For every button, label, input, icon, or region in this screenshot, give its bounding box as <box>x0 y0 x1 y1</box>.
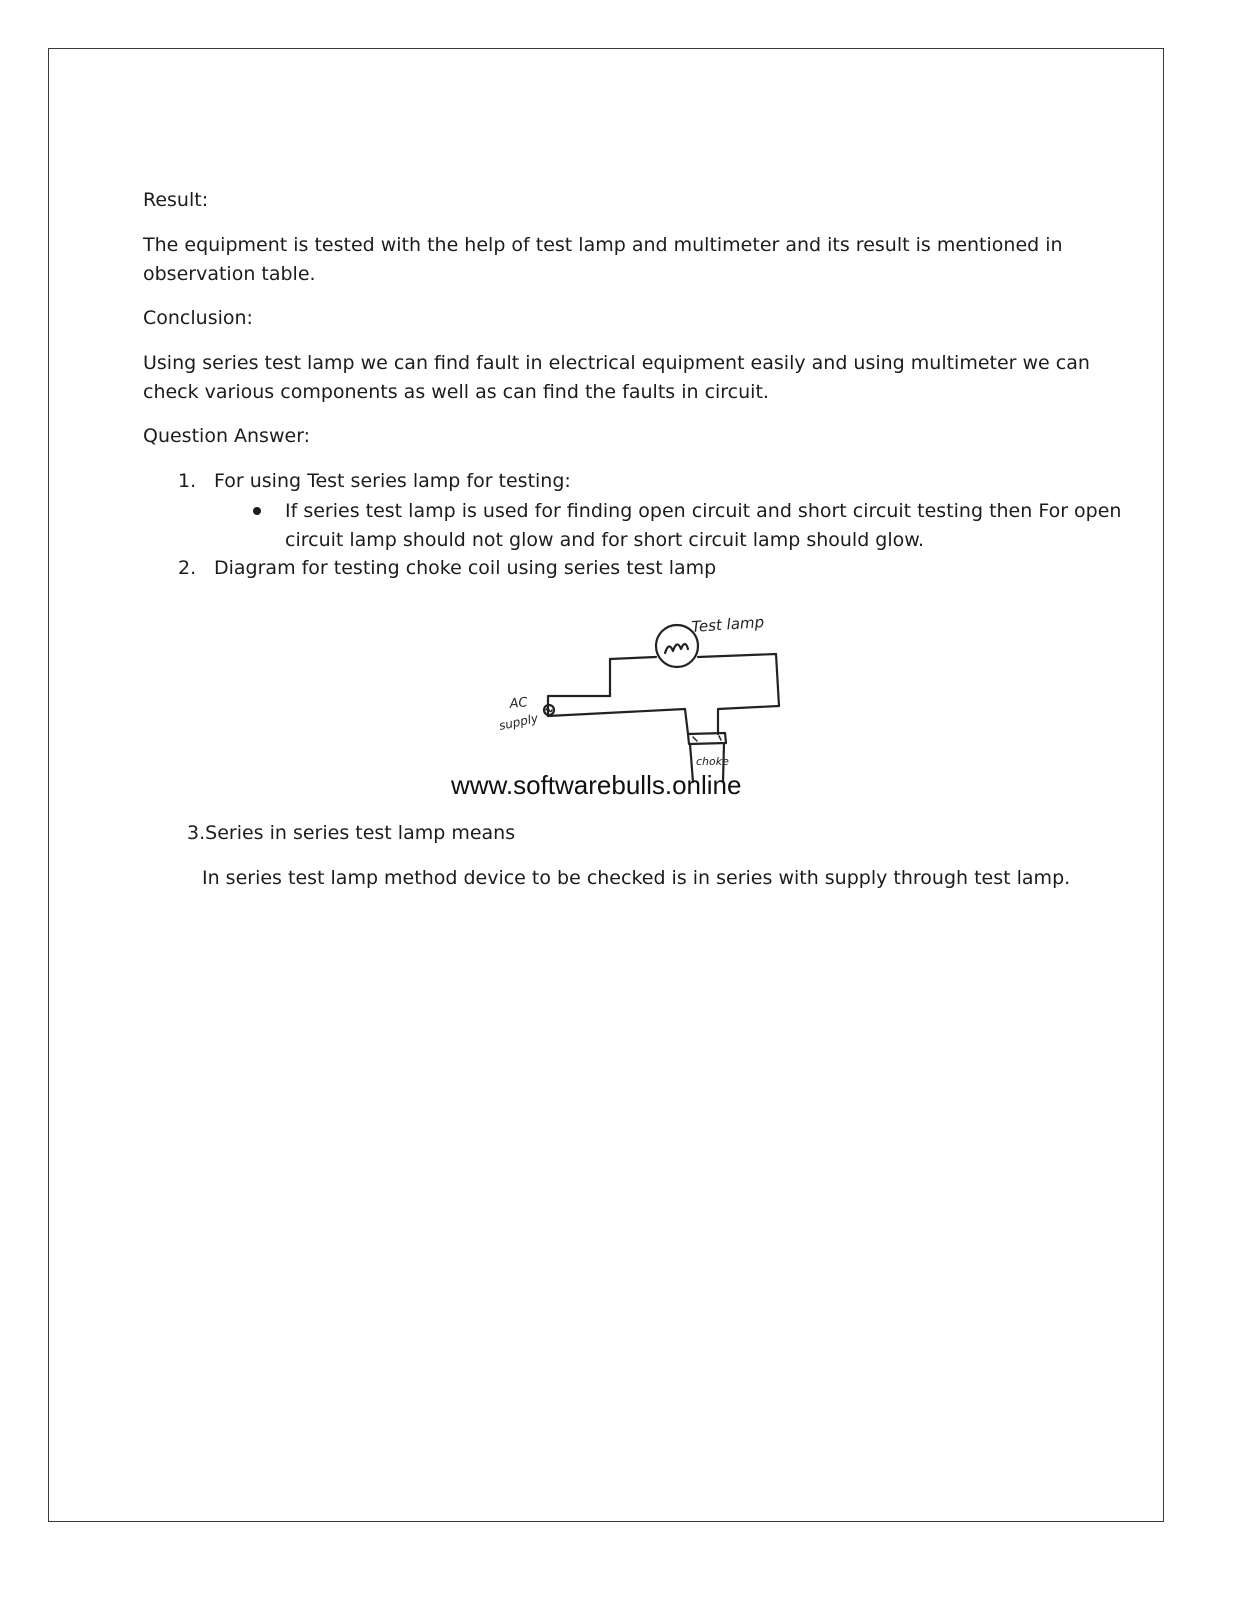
supply-label-line-1: AC <box>508 695 529 712</box>
lamp-label: Test lamp <box>691 612 765 636</box>
list-item-2-text: Diagram for testing choke coil using series test lamp <box>214 557 717 579</box>
watermark: www.softwarebulls.online <box>451 770 742 800</box>
supply-label-line-2: supply <box>497 711 540 733</box>
bullet-text-line-2: circuit lamp should not glow and for short circuit lamp should glow. <box>285 529 925 551</box>
result-text-line-2: observation table. <box>143 263 316 285</box>
question-3-heading: 3.Series in series test lamp means <box>187 822 516 844</box>
bullet-icon <box>253 507 261 515</box>
question-3-answer: In series test lamp method device to be checked is in series with supply through test lamp. <box>202 867 1071 889</box>
result-text-line-1: The equipment is tested with the help of test lamp and multimeter and its result is mentioned in <box>143 234 1063 256</box>
questions-heading: Question Answer: <box>143 425 311 447</box>
conclusion-text-line-2: check various components as well as can find the faults in circuit. <box>143 381 769 403</box>
conclusion-heading: Conclusion: <box>143 307 253 329</box>
result-heading: Result: <box>143 189 209 211</box>
list-item-1-text: For using Test series lamp for testing: <box>214 470 571 492</box>
list-item-1-number: 1. <box>178 470 197 492</box>
list-item-2-number: 2. <box>178 557 197 579</box>
choke-label: choke <box>696 755 729 768</box>
conclusion-text-line-1: Using series test lamp we can find fault in electrical equipment easily and using multimeter we can <box>143 352 1090 374</box>
bullet-text-line-1: If series test lamp is used for finding open circuit and short circuit testing then For open <box>285 500 1122 522</box>
